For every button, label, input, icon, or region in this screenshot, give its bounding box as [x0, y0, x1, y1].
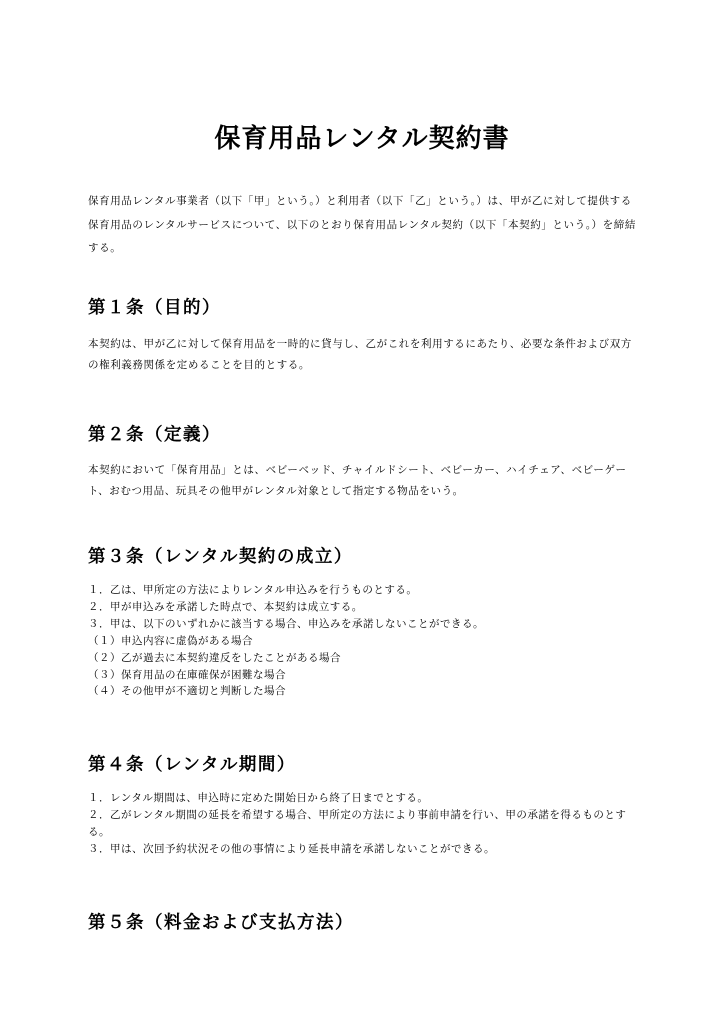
article-3-subline: （３）保育用品の在庫確保が困難な場合 — [88, 669, 286, 681]
article-2-heading: 第２条（定義） — [88, 425, 221, 445]
article-3-subline: （２）乙が過去に本契約違反をしたことがある場合 — [88, 652, 341, 664]
article-3-line: ２．甲が申込みを承諾した時点で、本契約は成立する。 — [88, 601, 363, 613]
article-3-line: １．乙は、甲所定の方法によりレンタル申込みを行うものとする。 — [88, 584, 418, 596]
article-1-heading: 第１条（目的） — [88, 298, 221, 318]
article-3-heading: 第３条（レンタル契約の成立） — [88, 547, 353, 567]
article-5-heading: 第５条（料金および支払方法） — [88, 913, 354, 933]
document-title: 保育用品レンタル契約書 — [214, 124, 510, 154]
intro-paragraph: 保育用品レンタル事業者（以下「甲」という。）と利用者（以下「乙」という。）は、甲が乙に対して提供する保育用品のレンタルサービスについて、以下のとおり保育用品レンタル契約（以下「本契約」という。）を締結する。 — [88, 195, 636, 254]
article-2-text: 本契約において「保育用品」とは、ベビーベッド、チャイルドシート、ベビーカー、ハイチェア、ベビーゲート、おむつ用品、玩具その他甲がレンタル対象として指定する物品をいう。 — [88, 464, 627, 497]
article-3-subline: （４）その他甲が不適切と判断した場合 — [88, 685, 286, 697]
article-4-line: ２．乙がレンタル期間の延長を希望する場合、甲所定の方法により事前申請を行い、甲の承諾を得るものとする。 — [88, 809, 627, 838]
article-3-subline: （１）申込内容に虚偽がある場合 — [88, 635, 253, 647]
article-4-line: ３．甲は、次回予約状況その他の事情により延長申請を承諾しないことができる。 — [88, 843, 495, 855]
article-3-line: ３．甲は、以下のいずれかに該当する場合、申込みを承諾しないことができる。 — [88, 618, 484, 630]
article-4-heading: 第４条（レンタル期間） — [88, 755, 296, 775]
article-1-text: 本契約は、甲が乙に対して保育用品を一時的に貸与し、乙がこれを利用するにあたり、必要な条件および双方の権利義務関係を定めることを目的とする。 — [88, 338, 632, 371]
article-4-line: １．レンタル期間は、申込時に定めた開始日から終了日までとする。 — [88, 792, 429, 804]
